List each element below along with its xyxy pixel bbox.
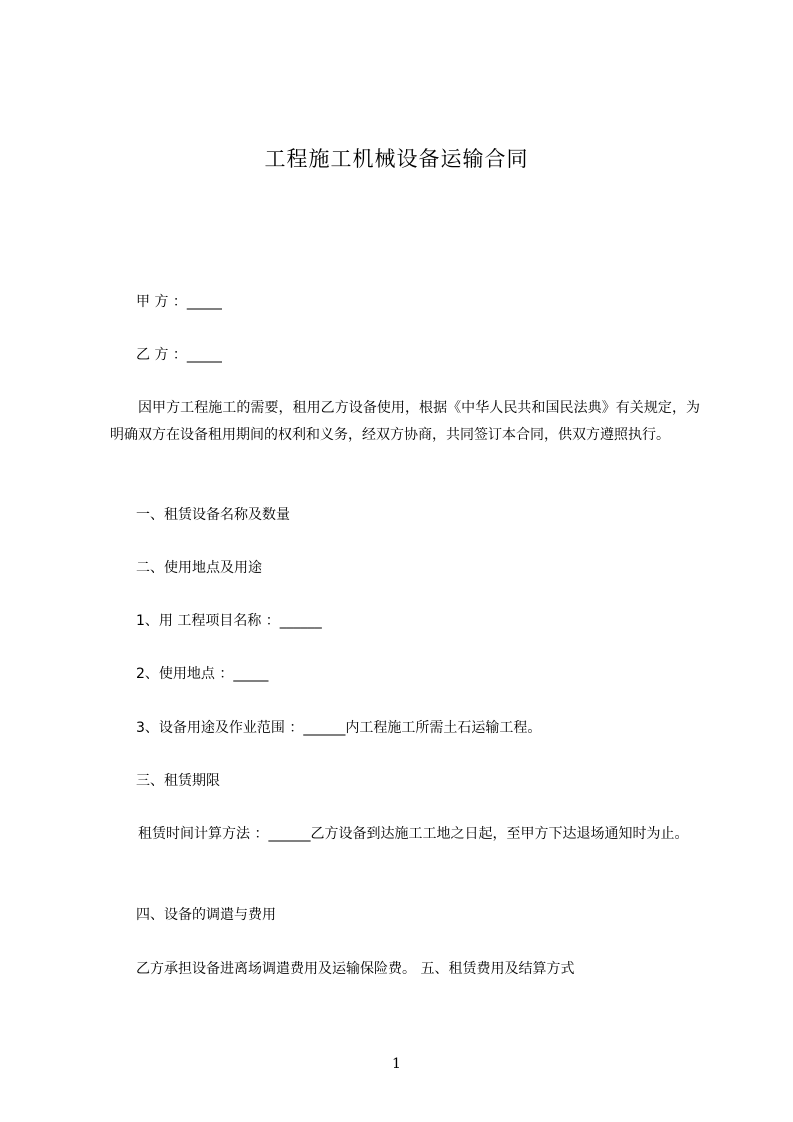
usage-item-2: 2、使用地点 ：_____: [136, 666, 269, 682]
section-heading-1: 一、租赁设备名称及数量: [136, 507, 290, 523]
dispatch-paragraph: 乙方承担设备进离场调遣费用及运输保险费。 五、租赁费用及结算方式: [136, 961, 575, 977]
usage-item-3: 3、设备用途及作业范围 ：______内工程施工所需土石运输工程。: [136, 720, 542, 736]
page-number: 1: [392, 1056, 401, 1072]
party-b-line: 乙 方 ：_____: [136, 347, 222, 363]
section-heading-3: 三、租赁期限: [136, 773, 220, 789]
intro-paragraph: 因甲方工程施工的需要，租用乙方设备使用，根据《中华人民共和国民法典》有关规定，为明确双方在设备租用期间的权利和义务，经双方协商，共同签订本合同，供双方遵照执行。: [110, 400, 700, 443]
section-heading-4: 四、设备的调遣与费用: [136, 907, 276, 923]
document-title: 工程施工机械设备运输合同: [264, 147, 529, 171]
section-heading-2: 二、使用地点及用途: [136, 560, 262, 576]
lease-term-paragraph: 租赁时间计算方法 ：______乙方设备到达施工工地之日起，至甲方下达退场通知时为止。: [138, 826, 689, 842]
party-a-line: 甲 方 ：_____: [136, 294, 222, 310]
usage-item-1: 1、用 工程项目名称 ：______: [136, 613, 322, 629]
